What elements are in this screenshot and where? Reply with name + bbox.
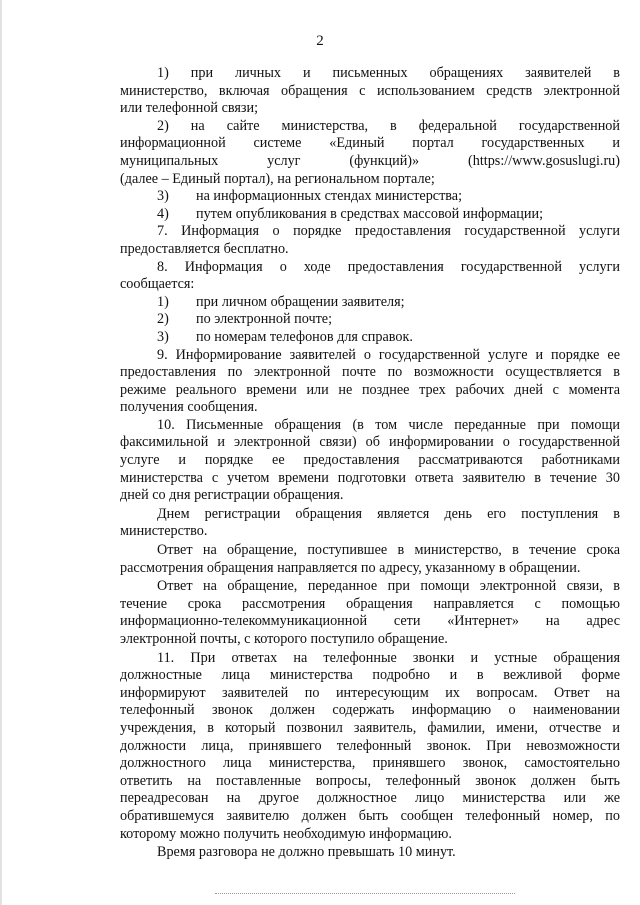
- text-line: дней со дня регистрации обращения.: [120, 487, 344, 504]
- text-line: Ответ на обращение, поступившее в министерство, в течение срока: [157, 542, 620, 559]
- text-line: должности лица, принявшего телефонный звонок. При невозможности: [120, 737, 620, 754]
- text-line: Днем регистрации обращения является день его поступления в: [157, 505, 620, 522]
- list-text: при личном обращении заявителя;: [196, 293, 405, 310]
- list-text: по электронной почте;: [196, 311, 333, 328]
- text-line: течение срока рассмотрения обращения направляется с помощью: [120, 595, 620, 612]
- paragraph-electronic-answer: [120, 578, 620, 648]
- text-line: 2) на сайте министерства, в федеральной государственной: [157, 117, 620, 134]
- paragraph-registration: [120, 506, 620, 541]
- text-line: предоставляется бесплатно.: [120, 240, 289, 257]
- list-text: по номерам телефонов для справок.: [196, 328, 413, 345]
- list-item-3: [120, 188, 620, 206]
- paragraph-7: [120, 223, 620, 258]
- text-line: получения сообщения.: [120, 399, 258, 416]
- list-item-2: [120, 118, 620, 188]
- list-number: 3): [157, 328, 169, 345]
- text-line: или телефонной связи;: [120, 100, 259, 117]
- text-line: переадресован на другое должностное лицо министерства или же: [120, 790, 620, 807]
- text-line: (далее – Единый портал), на региональном портале;: [120, 170, 435, 187]
- text-line: 7. Информация о порядке предоставления государственной услуги: [157, 223, 620, 240]
- text-line: телефонный звонок должен содержать информацию о наименовании: [120, 702, 620, 719]
- list-item-4: [120, 206, 620, 224]
- page-number: 2: [316, 33, 324, 49]
- text-line: учреждения, в который позвонил заявитель, фамилии, имени, отчестве и: [120, 719, 620, 736]
- text-line: министерство, включая обращения с использованием средств электронной: [120, 82, 620, 99]
- text-line: информируют заявителей по интересующим их вопросам. Ответ на: [120, 684, 620, 701]
- list-item-8-3: [120, 329, 620, 347]
- text-line: электронной почты, с которого поступило обращение.: [120, 631, 448, 647]
- text-line: сообщается:: [120, 276, 195, 293]
- scan-noise: [215, 893, 515, 897]
- text-line: Ответ на обращение, переданное при помощи электронной связи, в: [157, 578, 620, 595]
- list-number: 2): [157, 311, 169, 328]
- text-line: муниципальных услуг (функций)» (https://www.gosuslugi.ru): [120, 152, 620, 169]
- list-number: 1): [157, 293, 169, 310]
- text-line: 8. Информация о ходе предоставления государственной услуги: [157, 258, 620, 275]
- list-number: 3): [157, 188, 169, 205]
- text-line: ответить на поставленные вопросы, телефонный звонок должен быть: [120, 772, 620, 789]
- paragraph-answer: [120, 542, 620, 577]
- text-line: режиме реального времени или не позднее трех рабочих дней с момента: [120, 381, 620, 398]
- list-number: 4): [157, 205, 169, 222]
- list-text: на информационных стендах министерства;: [196, 188, 463, 205]
- text-line: Время разговора не должно превышать 10 минут.: [157, 844, 456, 861]
- paragraph-call-duration: [120, 844, 620, 862]
- paragraph-11: [120, 650, 620, 844]
- text-line: министерство.: [120, 523, 208, 540]
- text-line: услуге и порядке ее предоставления рассматриваются работниками: [120, 452, 620, 469]
- list-text: путем опубликования в средствах массовой информации;: [196, 205, 544, 222]
- text-line: 1) при личных и письменных обращениях заявителей в: [157, 65, 620, 81]
- text-line: 11. При ответах на телефонные звонки и устные обращения: [157, 649, 620, 666]
- paragraph-10: [120, 417, 620, 505]
- text-line: обратившемуся заявителю должен быть сообщен телефонный номер, по: [120, 807, 620, 824]
- text-line: информационной системе «Единый портал государственных и: [120, 135, 620, 152]
- text-line: предоставления по электронной почте по возможности осуществляется в: [120, 364, 620, 381]
- text-line: рассмотрения обращения направляется по адресу, указанному в обращении.: [120, 559, 581, 576]
- text-line: должностные лица министерства подробно и в вежливой форме: [120, 667, 620, 684]
- text-line: министерства с учетом времени подготовки ответа заявителю в течение 30: [120, 469, 620, 486]
- list-item-8-2: [120, 311, 620, 329]
- paragraph-8: [120, 259, 620, 294]
- text-line: 10. Письменные обращения (в том числе переданные при помощи: [157, 416, 620, 433]
- text-line: 9. Информирование заявителей о государственной услуге и порядке ее: [157, 346, 620, 363]
- paragraph-9: [120, 347, 620, 417]
- text-line: должностного лица министерства, принявшего звонок, самостоятельно: [120, 755, 620, 772]
- scan-edge: [0, 0, 2, 905]
- text-line: информационно-телекоммуникационной сети «Интернет» на адрес: [120, 613, 620, 630]
- list-item-1: [120, 65, 620, 118]
- text-line: которому можно получить необходимую информацию.: [120, 825, 452, 842]
- text-line: факсимильной и электронной связи) об информировании о государственной: [120, 434, 620, 451]
- document-body: [120, 65, 620, 862]
- list-item-8-1: [120, 294, 620, 312]
